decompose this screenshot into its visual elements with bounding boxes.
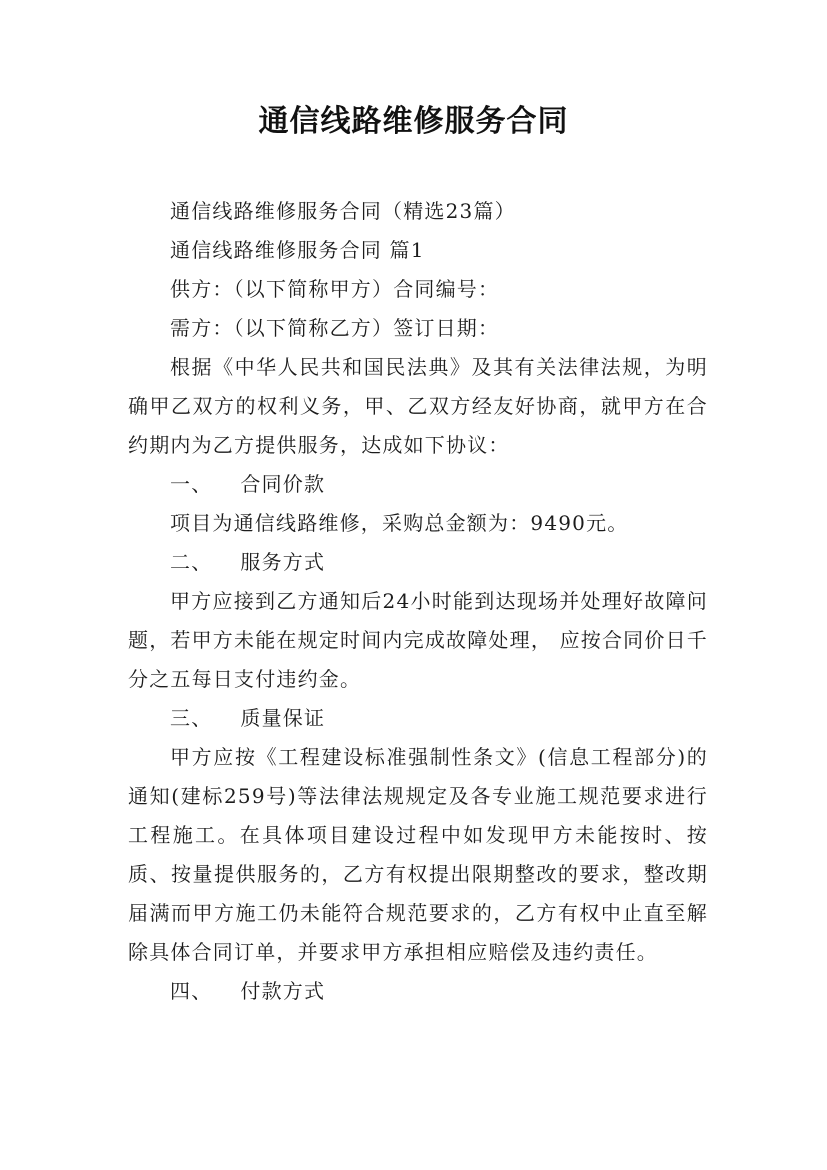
section-number: 二、 bbox=[170, 550, 213, 574]
section-body-3: 甲方应按《工程建设标准强制性条文》(信息工程部分)的通知(建标259号)等法律法规规定及各专业施工规范要求进行工程施工。在具体项目建设过程中如发现甲方未能按时、按质、按量提供服务的，乙方有权提出限期整改的要求，整改期届满而甲方施工仍未能符合规范要求的，乙方有权中止直至解除具体合同订单，并要求甲方承担相应赔偿及违约责任。 bbox=[128, 745, 708, 964]
buyer-line: 需方：（以下简称乙方）签订日期： bbox=[170, 316, 500, 340]
chapter-title: 通信线路维修服务合同 篇1 bbox=[170, 238, 425, 262]
section-heading-4 bbox=[128, 972, 708, 1011]
section-body-1: 项目为通信线路维修，采购总金额为：9490元。 bbox=[170, 511, 629, 535]
section-heading-3 bbox=[128, 699, 708, 738]
section-heading-text: 合同价款 bbox=[240, 472, 326, 496]
document-body bbox=[128, 192, 708, 1011]
section-heading-2 bbox=[128, 543, 708, 582]
section-heading-1 bbox=[128, 465, 708, 504]
section-number: 四、 bbox=[170, 979, 213, 1003]
section-body-2: 甲方应接到乙方通知后24小时能到达现场并处理好故障问题，若甲方未能在规定时间内完成故障处理， 应按合同价日千分之五每日支付违约金。 bbox=[128, 589, 708, 691]
collection-title: 通信线路维修服务合同（精选23篇） bbox=[170, 199, 516, 223]
supplier-line: 供方：（以下简称甲方）合同编号： bbox=[170, 277, 500, 301]
section-heading-text: 服务方式 bbox=[240, 550, 326, 574]
intro-paragraph: 根据《中华人民共和国民法典》及其有关法律法规，为明确甲乙双方的权利义务，甲、乙双方经友好协商，就甲方在合约期内为乙方提供服务，达成如下协议： bbox=[128, 355, 708, 457]
section-heading-text: 质量保证 bbox=[240, 706, 326, 730]
section-heading-text: 付款方式 bbox=[240, 979, 326, 1003]
section-number: 三、 bbox=[170, 706, 213, 730]
section-number: 一、 bbox=[170, 472, 213, 496]
document-title: 通信线路维修服务合同 bbox=[258, 104, 569, 139]
